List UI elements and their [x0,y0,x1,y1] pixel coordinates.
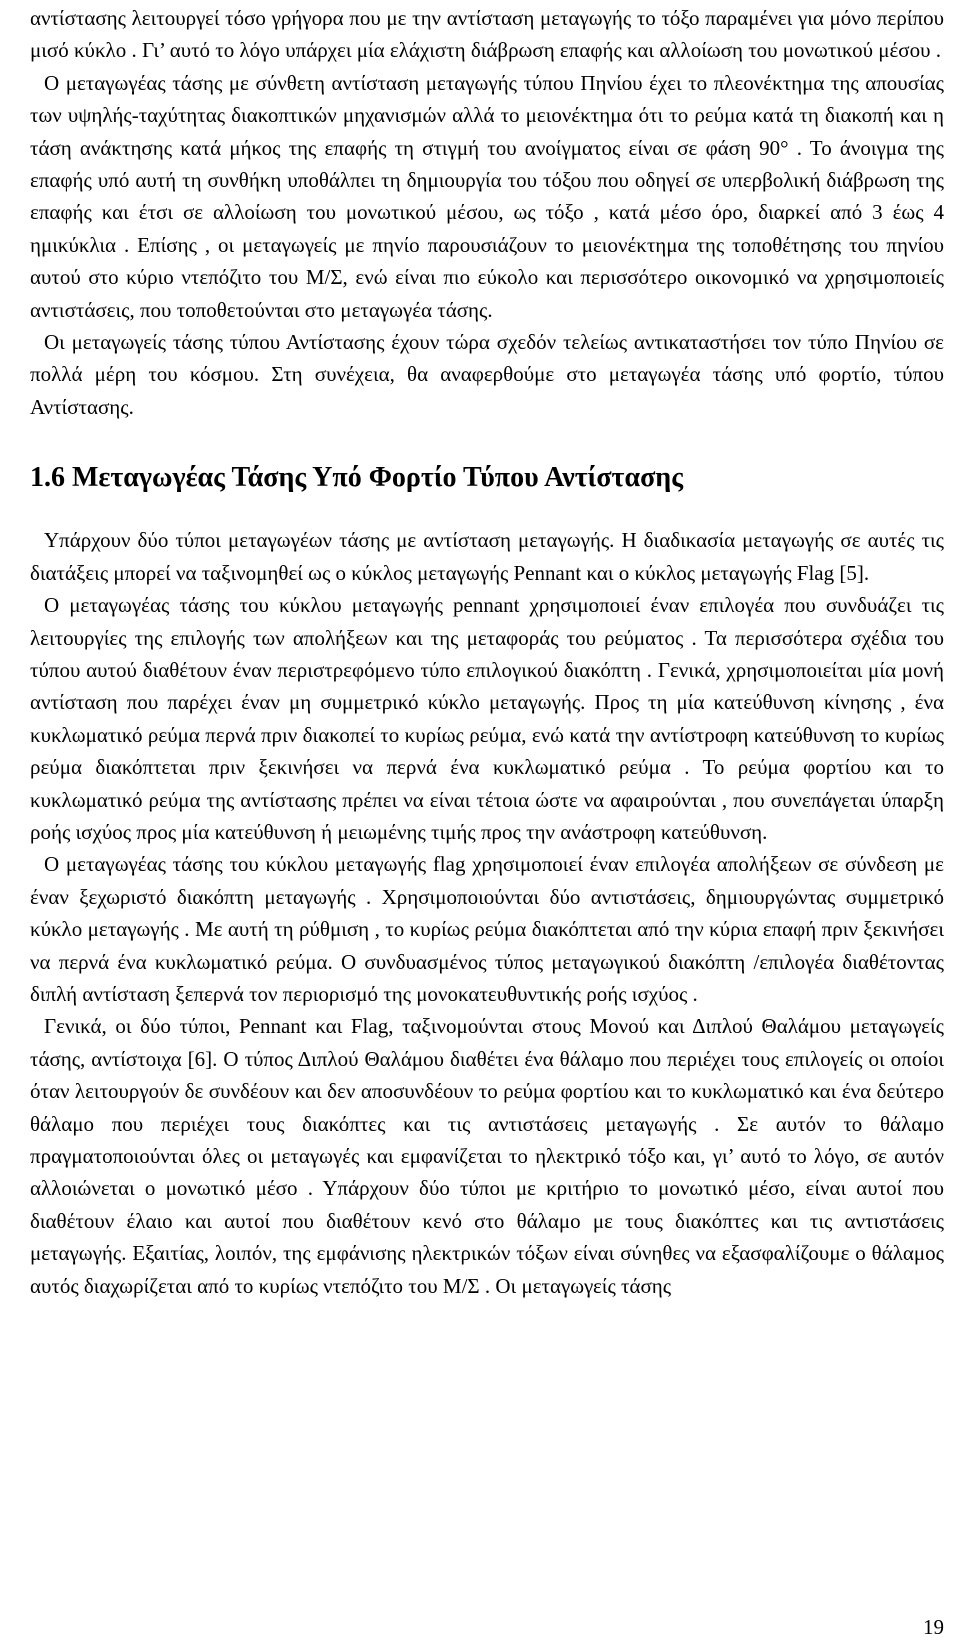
paragraph-resistor-replacement: Οι μεταγωγείς τάσης τύπου Αντίστασης έχουν τώρα σχεδόν τελείως αντικαταστήσει τον τύπο Πηνίου σε πολλά μέρη του κόσμου. Στη συνέχεια, θα αναφερθούμε στο μεταγωγέα τάσης υπό φορτίο, τύπου Αντίστασης. [30,330,944,419]
paragraph-two-types: Υπάρχουν δύο τύποι μεταγωγέων τάσης με αντίσταση μεταγωγής. Η διαδικασία μεταγωγής σε αυτές τις διατάξεις μπορεί να ταξινομηθεί ως ο κύκλος μεταγωγής Pennant και ο κύκλος μεταγωγής Flag [5]. [30,528,944,585]
section-heading: 1.6 Μεταγωγέας Τάσης Υπό Φορτίο Τύπου Αντίστασης [30,462,684,494]
paragraph-pennant-cycle: Ο μεταγωγέας τάσης του κύκλου μεταγωγής pennant χρησιμοποιεί έναν επιλογέα που συνδυάζει τις λειτουργίες της επιλογής των απολήξεων και της μεταφοράς του ρεύματος . Τα περισσότερα σχέδια του τύπου αυτού διαθέτουν έναν περιστρεφόμενο τύπο επιλογικού διακόπτη . Γενικά, χρησιμοποιείται μία μονή αντίσταση που παρέχει έναν μη συμμετρικό κύκλο μεταγωγής. Προς τη μία κατεύθυνση κίνησης , ένα κυκλωματικό ρεύμα περνά πριν διακοπεί το κυρίως ρεύμα, ενώ κατά την αντίστροφη κατεύθυνση το κυρίως ρεύμα διακόπτεται πριν ξεκινήσει να περνά ένα κυκλωματικό ρεύμα . Το ρεύμα φορτίου και το κυκλωματικό ρεύμα της αντίστασης πρέπει να είναι τέτοια ώστε να αφαιρούνται , που συνεπάγεται ύπαρξη ροής ισχύος προς μία κατεύθυνση ή μειωμένης τιμής προς την ανάστροφη κατεύθυνση. [30,593,944,844]
paragraph-inductor-type: Ο μεταγωγέας τάσης με σύνθετη αντίσταση μεταγωγής τύπου Πηνίου έχει το πλεονέκτημα της απουσίας των υψηλής-ταχύτητας διακοπτικών μηχανισμών αλλά το μειονέκτημα ότι το ρεύμα κατά τη διακοπή και η τάση ανάκτησης κατά μήκος της επαφής τη στιγμή του ανοίγματος είναι σε φάση 90° . Το άνοιγμα της επαφής υπό αυτή τη συνθήκη υποθάλπει τη δημιουργία του τόξου που οδηγεί σε υπερβολική διάβρωση της επαφής και έτσι σε αλλοίωση του μονωτικού μέσου, ως τόξο , κατά μέσο όρο, διαρκεί από 3 έως 4 ημικύκλια . Επίσης , οι μεταγωγείς με πηνίο παρουσιάζουν το μειονέκτημα της τοποθέτησης του πηνίου αυτού στο κύριο ντεπόζιτο του Μ/Σ, ενώ είναι πιο εύκολο και περισσότερο οικονομικό να χρησιμοποιείς αντιστάσεις, που τοποθετούνται στο μεταγωγέα τάσης. [30,70,944,322]
paragraph-intro-continuation: αντίστασης λειτουργεί τόσο γρήγορα που με την αντίσταση μεταγωγής το τόξο παραμένει για μόνο περίπου μισό κύκλο . Γι’ αυτό το λόγο υπάρχει μία ελάχιστη διάβρωση επαφής και αλλοίωση του μονωτικού μέσου . [30,6,944,63]
page-number: 19 [923,1615,944,1639]
paragraph-flag-cycle: Ο μεταγωγέας τάσης του κύκλου μεταγωγής flag χρησιμοποιεί έναν επιλογέα απολήξεων σε σύνδεση με έναν ξεχωριστό διακόπτη μεταγωγής . Χρησιμοποιούνται δύο αντιστάσεις, δημιουργώντας συμμετρικό κύκλο μεταγωγής . Με αυτή τη ρύθμιση , το κυρίως ρεύμα διακόπτεται από την κύρια επαφή πριν ξεκινήσει να περνά ένα κυκλωματικό ρεύμα. Ο συνδυασμένος τύπος μεταγωγικού διακόπτη /επιλογέα διαθέτοντας διπλή αντίσταση ξεπερνά τον περιορισμό της μονοκατευθυντικής ροής ισχύος . [30,852,944,1006]
paragraph-chamber-types: Γενικά, οι δύο τύποι, Pennant και Flag, ταξινομούνται στους Μονού και Διπλού Θαλάμου μεταγωγείς τάσης, αντίστοιχα [6]. Ο τύπος Διπλού Θαλάμου διαθέτει ένα θάλαμο που περιέχει τους επιλογείς οι οποίοι όταν λειτουργούν δε συνδέουν και δεν αποσυνδέουν το ρεύμα φορτίου και το κυκλωματικό και ένα δεύτερο θάλαμο που περιέχει τους διακόπτες και τις αντιστάσεις μεταγωγής . Σε αυτόν το θάλαμο πραγματοποιούνται όλες οι μεταγωγές και εμφανίζεται το ηλεκτρικό τόξο και, γι’ αυτό το λόγο, σε αυτόν αλλοιώνεται ο μονωτικό μέσο . Υπάρχουν δύο τύποι με κριτήριο το μονωτικό μέσο, είναι αυτοί που διαθέτουν έλαιο και αυτοί που διαθέτουν κενό στο θάλαμο με τους διακόπτες και τις αντιστάσεις μεταγωγής. Εξαιτίας, λοιπόν, της εμφάνισης ηλεκτρικών τόξων είναι σύνηθες να εξασφαλίζουμε ο θάλαμος αυτός διαχωρίζεται από το κυρίως ντεπόζιτο του Μ/Σ . Οι μεταγωγείς τάσης [30,1014,944,1298]
document-page [30,0,944,1302]
